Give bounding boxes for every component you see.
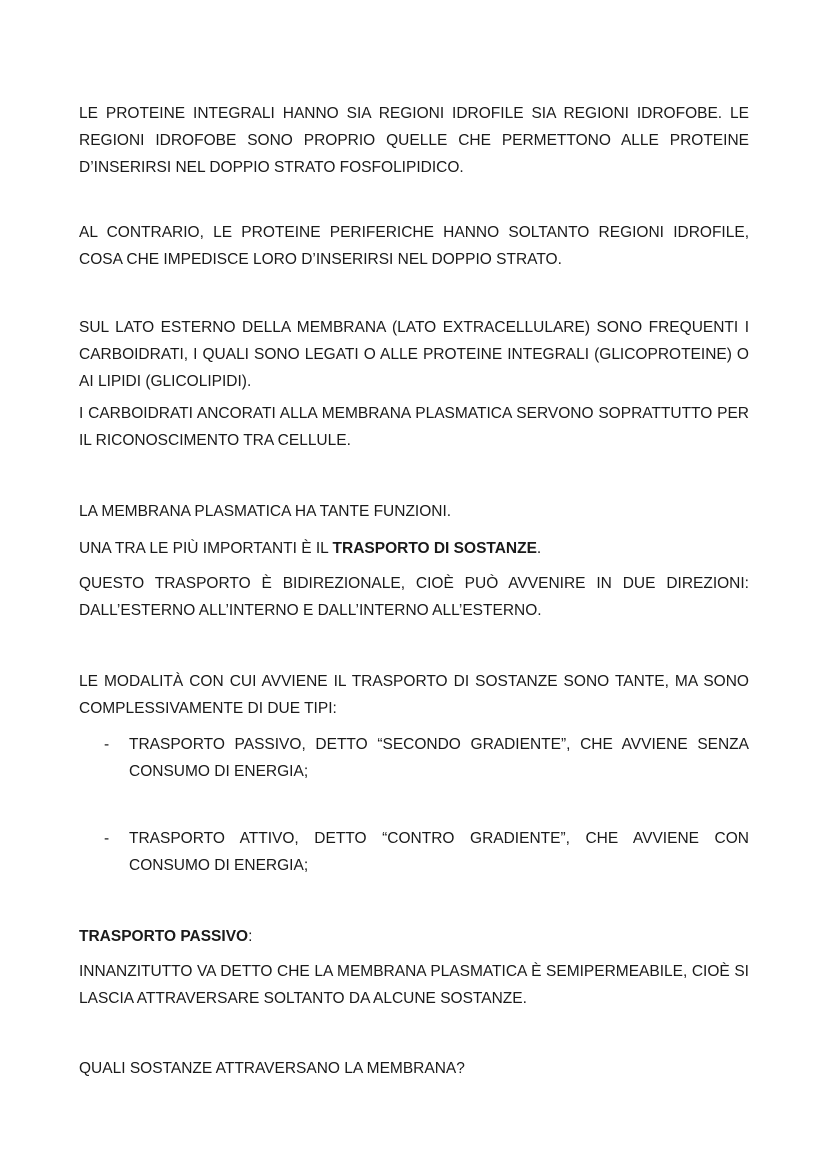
section-heading-passive-transport xyxy=(79,923,749,950)
paragraph-integral-proteins: LE PROTEINE INTEGRALI HANNO SIA REGIONI IDROFILE SIA REGIONI IDROFOBE. LE REGIONI IDROFOBE SONO PROPRIO QUELLE CHE PERMETTONO ALLE PROTEINE D’INSERIRSI NEL DOPPIO STRATO FOSFOLIPIDICO. xyxy=(79,105,749,176)
paragraph-cell-recognition: I CARBOIDRATI ANCORATI ALLA MEMBRANA PLASMATICA SERVONO SOPRATTUTTO PER IL RICONOSCIMENTO TRA CELLULE. xyxy=(79,405,749,449)
bullet-passive-transport: TRASPORTO PASSIVO, DETTO “SECONDO GRADIENTE”, CHE AVVIENE SENZA CONSUMO DI ENERGIA; xyxy=(129,736,749,780)
paragraph-bidirectional: QUESTO TRASPORTO È BIDIREZIONALE, CIOÈ PUÒ AVVENIRE IN DUE DIREZIONI: DALL’ESTERNO ALL’INTERNO E DALL’INTERNO ALL’ESTERNO. xyxy=(79,575,749,619)
heading-bold-text: TRASPORTO PASSIVO xyxy=(79,928,249,945)
paragraph-carbohydrates: SUL LATO ESTERNO DELLA MEMBRANA (LATO EXTRACELLULARE) SONO FREQUENTI I CARBOIDRATI, I QUALI SONO LEGATI O ALLE PROTEINE INTEGRALI (GLICOPROTEINE) O AI LIPIDI (GLICOLIPIDI). xyxy=(79,319,749,390)
heading-colon: : xyxy=(248,928,253,945)
bullet-marker-active: - xyxy=(104,830,110,847)
transport-keyword: TRASPORTO DI SOSTANZE xyxy=(332,540,537,557)
transport-intro-text: UNA TRA LE PIÙ IMPORTANTI È IL xyxy=(79,540,333,557)
bullet-marker-passive: - xyxy=(104,736,110,753)
paragraph-question: QUALI SOSTANZE ATTRAVERSANO LA MEMBRANA? xyxy=(79,1060,465,1077)
bullet-active-transport: TRASPORTO ATTIVO, DETTO “CONTRO GRADIENTE”, CHE AVVIENE CON CONSUMO DI ENERGIA; xyxy=(129,830,749,874)
paragraph-transport-modes: LE MODALITÀ CON CUI AVVIENE IL TRASPORTO DI SOSTANZE SONO TANTE, MA SONO COMPLESSIVAMENTE DI DUE TIPI: xyxy=(79,673,749,717)
paragraph-membrane-functions: LA MEMBRANA PLASMATICA HA TANTE FUNZIONI. xyxy=(79,503,452,520)
paragraph-transport-importance xyxy=(79,535,749,562)
paragraph-semipermeable: INNANZITUTTO VA DETTO CHE LA MEMBRANA PLASMATICA È SEMIPERMEABILE, CIOÈ SI LASCIA ATTRAVERSARE SOLTANTO DA ALCUNE SOSTANZE. xyxy=(79,963,749,1007)
transport-period: . xyxy=(536,540,542,557)
paragraph-peripheral-proteins: AL CONTRARIO, LE PROTEINE PERIFERICHE HANNO SOLTANTO REGIONI IDROFILE, COSA CHE IMPEDISCE LORO D’INSERIRSI NEL DOPPIO STRATO. xyxy=(79,224,749,268)
